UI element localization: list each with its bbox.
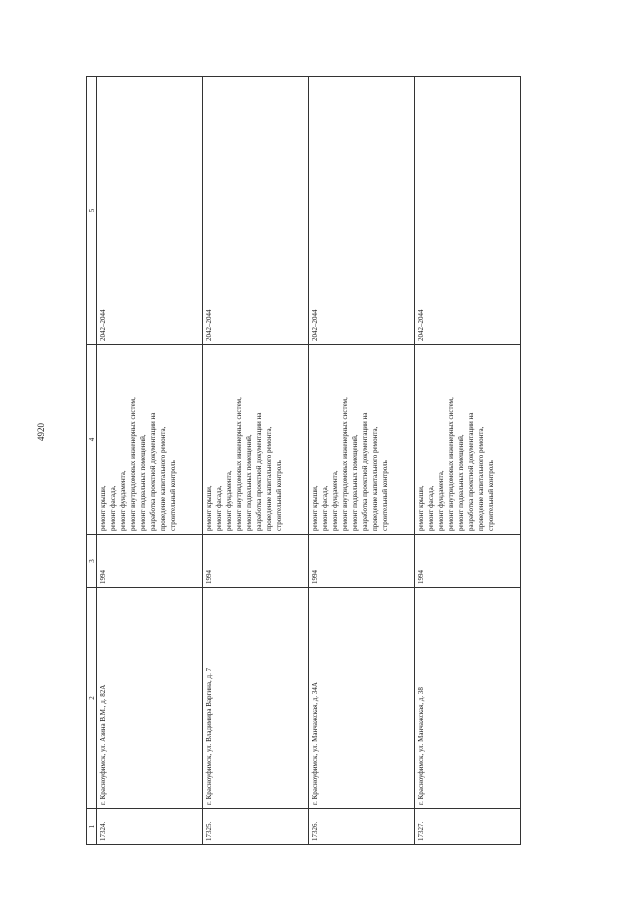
work-item: ремонт крыши, xyxy=(99,485,107,531)
row-works xyxy=(309,345,415,535)
row-works xyxy=(97,345,203,535)
work-item: ремонт крыши, xyxy=(205,485,213,531)
work-item: ремонт крыши, xyxy=(311,485,319,531)
work-item: ремонт фасада, xyxy=(321,485,329,531)
row-number: 17326. xyxy=(309,809,415,845)
row-number: 17324. xyxy=(97,809,203,845)
work-item: ремонт внутридомовых инженерных систем, xyxy=(235,397,243,531)
work-item: проведение капитального ремонта, xyxy=(159,426,167,531)
work-item: разработка проектной документации на xyxy=(149,412,157,531)
table-row xyxy=(309,77,415,845)
column-header-1: 1 xyxy=(87,809,97,845)
work-item: ремонт внутридомовых инженерных систем, xyxy=(129,397,137,531)
work-item: разработка проектной документации на xyxy=(255,412,263,531)
row-year: 1994 xyxy=(97,535,203,588)
work-item: ремонт подвальных помещений, xyxy=(351,434,359,531)
work-item: ремонт подвальных помещений, xyxy=(245,434,253,531)
row-period: 2042–2044 xyxy=(97,77,203,345)
work-item: проведение капитального ремонта, xyxy=(477,426,485,531)
row-number: 17325. xyxy=(203,809,309,845)
work-item: проведение капитального ремонта, xyxy=(265,426,273,531)
row-year: 1994 xyxy=(415,535,521,588)
row-period: 2042–2044 xyxy=(415,77,521,345)
work-item: строительный контроль xyxy=(381,460,389,531)
column-header-4: 4 xyxy=(87,345,97,535)
work-item: разработка проектной документации на xyxy=(361,412,369,531)
work-item: ремонт фундамента, xyxy=(225,470,233,531)
column-header-2: 2 xyxy=(87,588,97,809)
work-item: ремонт внутридомовых инженерных систем, xyxy=(447,397,455,531)
work-item: ремонт фасада, xyxy=(427,485,435,531)
work-item: разработка проектной документации на xyxy=(467,412,475,531)
work-item: ремонт фундамента, xyxy=(437,470,445,531)
row-address: г. Красноуфимск, ул. Манчажская, д. 38 xyxy=(415,588,521,809)
column-header-3: 3 xyxy=(87,535,97,588)
table-row xyxy=(415,77,521,845)
rotated-table-wrapper xyxy=(86,77,509,845)
row-year: 1994 xyxy=(203,535,309,588)
work-item: ремонт внутридомовых инженерных систем, xyxy=(341,397,349,531)
work-item: ремонт фасада, xyxy=(215,485,223,531)
work-item: ремонт крыши, xyxy=(417,485,425,531)
repair-register-table xyxy=(86,76,521,845)
row-works xyxy=(415,345,521,535)
row-address: г. Красноуфимск, ул. Манчажская, д. 34А xyxy=(309,588,415,809)
work-item: строительный контроль xyxy=(169,460,177,531)
page-number: 4920 xyxy=(36,423,46,441)
row-period: 2042–2044 xyxy=(203,77,309,345)
work-item: ремонт фундамента, xyxy=(119,470,127,531)
row-address: г. Красноуфимск, ул. Владимира Варгина, д. 7 xyxy=(203,588,309,809)
work-item: проведение капитального ремонта, xyxy=(371,426,379,531)
work-item: строительный контроль xyxy=(487,460,495,531)
column-number-row xyxy=(87,77,97,845)
row-period: 2042–2044 xyxy=(309,77,415,345)
row-works xyxy=(203,345,309,535)
work-item: ремонт фасада, xyxy=(109,485,117,531)
table-row xyxy=(97,77,203,845)
work-item: строительный контроль xyxy=(275,460,283,531)
work-item: ремонт подвальных помещений, xyxy=(457,434,465,531)
row-year: 1994 xyxy=(309,535,415,588)
table-row xyxy=(203,77,309,845)
work-item: ремонт подвальных помещений, xyxy=(139,434,147,531)
column-header-5: 5 xyxy=(87,77,97,345)
row-address: г. Красноуфимск, ул. Азина В.М., д. 82А xyxy=(97,588,203,809)
work-item: ремонт фундамента, xyxy=(331,470,339,531)
row-number: 17327. xyxy=(415,809,521,845)
